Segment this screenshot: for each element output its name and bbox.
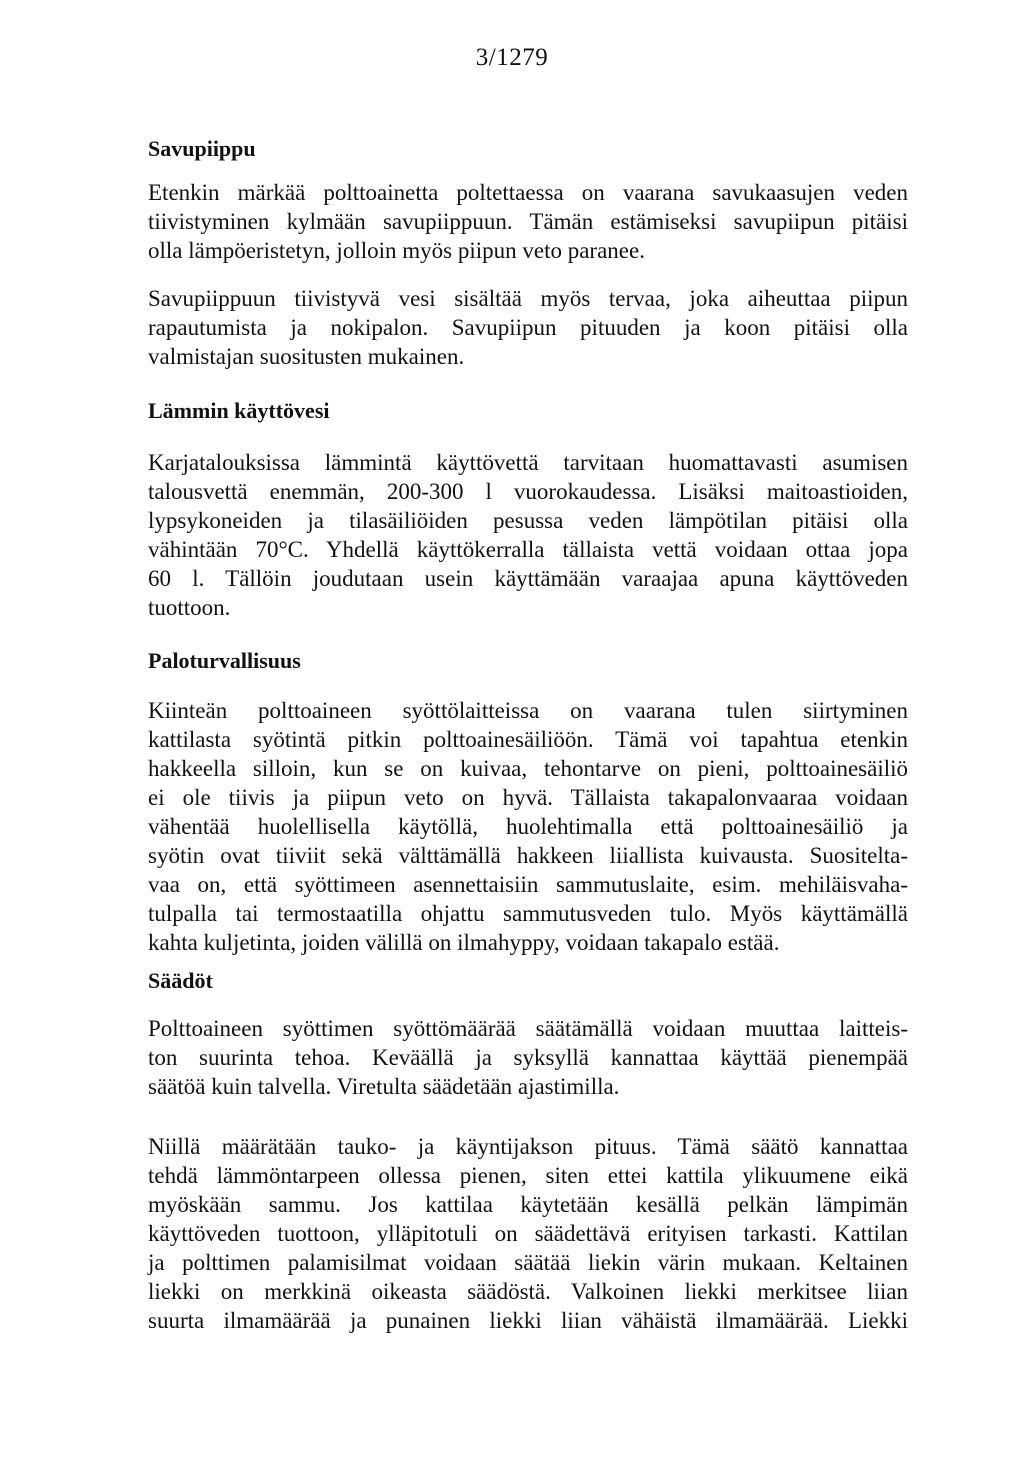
- paragraph: [148, 178, 908, 265]
- text-line: tehdä lämmöntarpeen ollessa pienen, siten ettei kattila ylikuumene eikä: [148, 1163, 908, 1188]
- paragraph: [148, 696, 908, 957]
- text-line: vähentää huolellisella käytöllä, huolehtimalla että polttoainesäiliö ja: [148, 814, 908, 839]
- text-line: Karjatalouksissa lämmintä käyttövettä tarvitaan huomattavasti asumisen: [148, 450, 908, 475]
- text-line: lypsykoneiden ja tilasäiliöiden pesussa veden lämpötilan pitäisi olla: [148, 508, 908, 533]
- text-line: Polttoaineen syöttimen syöttömäärää säätämällä voidaan muuttaa laitteis-: [148, 1016, 908, 1041]
- text-line: ja polttimen palamisilmat voidaan säätää liekin värin mukaan. Keltainen: [148, 1250, 908, 1275]
- text-line: kattilasta syötintä pitkin polttoainesäiliöön. Tämä voi tapahtua etenkin: [148, 727, 908, 752]
- section-heading-savupiippu: Savupiippu: [148, 136, 256, 161]
- text-line: hakkeella silloin, kun se on kuivaa, tehontarve on pieni, polttoainesäiliö: [148, 756, 908, 781]
- text-line: tulpalla tai termostaatilla ohjattu sammutusveden tulo. Myös käyttämällä: [148, 901, 908, 926]
- paragraph: [148, 448, 908, 622]
- text-line: vähintään 70°C. Yhdellä käyttökerralla tällaista vettä voidaan ottaa jopa: [148, 537, 908, 562]
- section-heading-saadot: Säädöt: [148, 968, 213, 993]
- paragraph: [148, 1014, 908, 1101]
- text-line: 60 l. Tällöin joudutaan usein käyttämään varaajaa apuna käyttöveden: [148, 566, 908, 591]
- text-line: ton suurinta tehoa. Keväällä ja syksyllä kannattaa käyttää pienempää: [148, 1045, 908, 1070]
- page-number: 3/1279: [475, 44, 549, 71]
- text-line: suurta ilmamäärää ja punainen liekki liian vähäistä ilmamäärää. Liekki: [148, 1308, 908, 1333]
- text-line: Niillä määrätään tauko- ja käyntijakson pituus. Tämä säätö kannattaa: [148, 1134, 908, 1159]
- section-heading-lammin-kayttovesi: Lämmin käyttövesi: [148, 398, 330, 423]
- text-line: tuottoon.: [148, 595, 231, 620]
- text-line: rapautumista ja nokipalon. Savupiipun pituuden ja koon pitäisi olla: [148, 315, 908, 340]
- paragraph: [148, 284, 908, 371]
- text-line: valmistajan suositusten mukainen.: [148, 344, 465, 369]
- text-line: vaa on, että syöttimeen asennettaisiin sammutuslaite, esim. mehiläisvaha-: [148, 872, 908, 897]
- text-line: käyttöveden tuottoon, ylläpitotuli on säädettävä erityisen tarkasti. Kattilan: [148, 1221, 908, 1246]
- text-line: liekki on merkkinä oikeasta säädöstä. Valkoinen liekki merkitsee liian: [148, 1279, 908, 1304]
- paragraph: [148, 1132, 908, 1335]
- text-line: tiivistyminen kylmään savupiippuun. Tämän estämiseksi savupiipun pitäisi: [148, 209, 908, 234]
- text-line: syötin ovat tiiviit sekä välttämällä hakkeen liiallista kuivausta. Suositelta-: [148, 843, 908, 868]
- text-line: ei ole tiivis ja piipun veto on hyvä. Tällaista takapalonvaaraa voidaan: [148, 785, 908, 810]
- text-line: olla lämpöeristetyn, jolloin myös piipun veto paranee.: [148, 238, 645, 263]
- text-line: Savupiippuun tiivistyvä vesi sisältää myös tervaa, joka aiheuttaa piipun: [148, 286, 908, 311]
- text-line: säätöä kuin talvella. Viretulta säädetään ajastimilla.: [148, 1074, 620, 1099]
- text-line: Etenkin märkää polttoainetta poltettaessa on vaarana savukaasujen veden: [148, 180, 908, 205]
- text-line: kahta kuljetinta, joiden välillä on ilmahyppy, voidaan takapalo estää.: [148, 930, 780, 955]
- section-heading-paloturvallisuus: Paloturvallisuus: [148, 648, 301, 673]
- text-line: Kiinteän polttoaineen syöttölaitteissa on vaarana tulen siirtyminen: [148, 698, 908, 723]
- text-line: talousvettä enemmän, 200-300 l vuorokaudessa. Lisäksi maitoastioiden,: [148, 479, 908, 504]
- text-line: myöskään sammu. Jos kattilaa käytetään kesällä pelkän lämpimän: [148, 1192, 908, 1217]
